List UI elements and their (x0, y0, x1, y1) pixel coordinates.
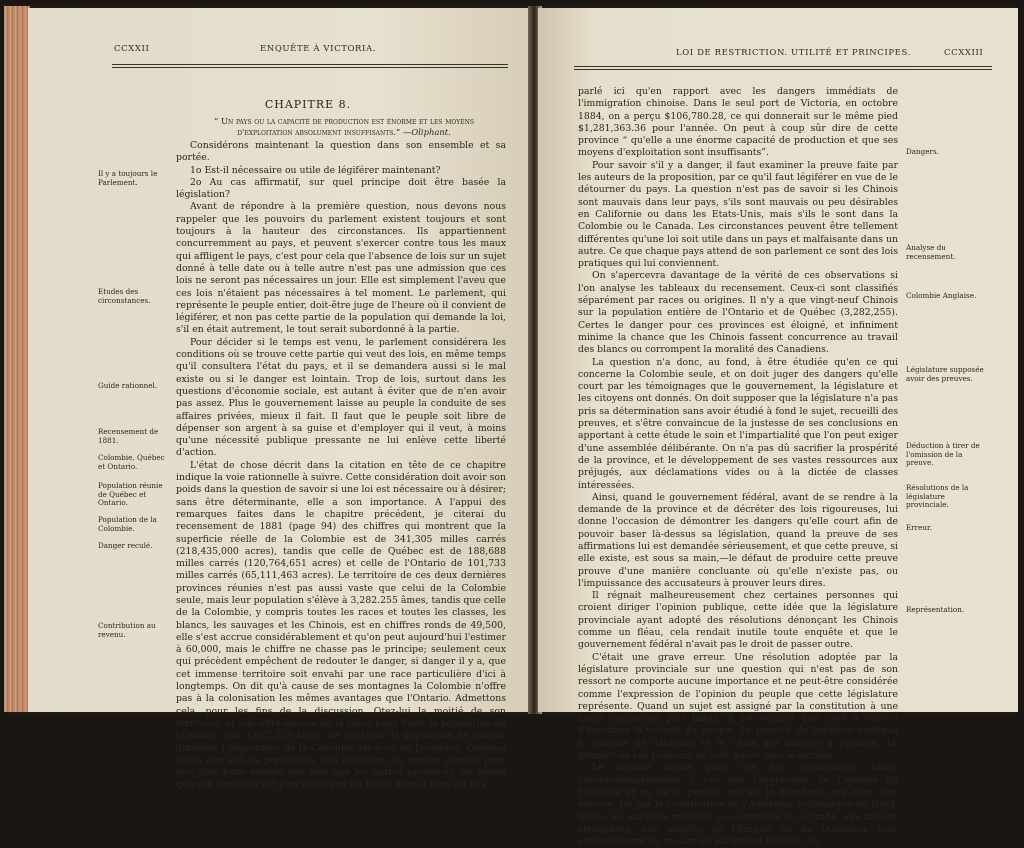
margin-note: Population de la Colombie. (98, 515, 157, 533)
margin-note: Législature supposée avoir des preuves. (906, 365, 984, 383)
margin-note: Recensement de 1881. (98, 427, 159, 445)
margin-note: Colombie, Québec et Ontario. (98, 453, 165, 471)
margin-note: Il y a toujours le Parlement. (98, 169, 158, 187)
paragraph: Pour décider si le temps est venu, le parlement considérera les conditions où se trouve cette partie qui veut des lois, en même temps qu'il consultera l'état du pays, et il se demandera aussi si le mal existe ou si le danger est lointain. Trop de lois, surtout dans les questions d'économie sociale, est autant à éviter que de n'en avoir pas assez. Plus le gouvernement laisse au peuple la conduite de ses affaires privées, mieux il fait. Il faut que le peuple soit libre de dépenser son argent à sa guise et d'employer qui il veut, à moins qu'une nécessité publique pressante ne lui enlève cette liberté d'action. (176, 336, 506, 459)
epigraph (188, 116, 500, 138)
paragraph: On s'apercevra davantage de la vérité de ces observations si l'on analyse les tableaux du recensement. Ceux-ci sont classifiés séparément par races ou origines. Il n'y a que vingt-neuf Chinois sur la population entière de l'Ontario et de Québec (3,282,255). Certes le danger pour ces provinces est éloigné, et infiniment minime la chance que les Chinois fassent concurrence au travail des blancs ou corrompent la moralité des Canadiens. (578, 270, 898, 356)
paragraph: 2o Au cas affirmatif, sur quel principe doit être basée la législation? (176, 176, 506, 201)
margin-note: Dangers. (906, 147, 939, 156)
right-body-text (578, 86, 898, 848)
paragraph: Le mandat donné pour des fins particulières limite constitutionnellement à ces fins l'expression de l'opinion de l'autorité et ne lie le peuple, qui est le mandant, que dans leur mesure. De par la Constitution de l'Amérique britannique du Nord, toutes les matières relatives au commerce et au trafic, aux nations étrangères, aux intérêts de l'Empire ou du Dominion, sont exclusivement du ressort du parlement fédéral. On (578, 762, 898, 848)
left-page (28, 8, 532, 791)
chapter-title: CHAPITRE 8. (264, 98, 352, 111)
epigraph-text: “ Un pays ou la capacité de production est énorme et les moyens d'exploitation absolument insuffisants.” (214, 116, 474, 137)
left-body-text (176, 140, 506, 792)
paragraph: 1o Est-il nécessaire ou utile de légiférer maintenant? (190, 164, 441, 176)
right-page-number: CCXXIII (944, 48, 984, 58)
right-page (538, 8, 1018, 848)
paragraph: Ainsi, quand le gouvernement fédéral, avant de se rendre à la demande de la province et de décréter des lois rigoureuses, lui donne l'occasion de démontrer les dangers qu'elle court afin de pouvoir baser là-dessus sa législation, quand la preuve de ses affirmations lui est demandée sérieusement, et que cette preuve, si elle existe, est sous sa main,—le défaut de produire cette preuve prouve d'une manière concluante où qu'elle n'existe pas, ou l'impuissance des accusateurs à prouver leurs dires. (578, 491, 898, 589)
paragraph: Il régnait malheureusement chez certaines personnes qui croient diriger l'opinion publique, cette idée que la législature provinciale ayant adopté des résolutions dénonçant les Chinois comme un fléau, cela rendait inutile toute enquête et que le gouvernement fédéral n'avait pas le droit de passer outre. (578, 590, 898, 651)
paragraph: Avant de répondre à la première question, nous devons nous rappeler que les pouvoirs du parlement existent toujours et sont toujours à la hauteur des circonstances. Ils appartiennent concurremment au pays, et peuvent s'exercer contre tous les maux qui affligent le pays, c'est pour cela que l'absence de lois sur un sujet donné à telle date ou à telle autre n'est pas une admission que ces lois ne seront pas nécessaires un jour. Elle est simplement l'aveu que ces lois n'étaient pas nécessaires à tel moment. Le parlement, qui représente le peuple entier, doit-être juge de l'heure où il convient de légiférer, et non pas cette partie de la population qui demande la loi, s'il en était autrement, le tout serait subordonné à la partie. (176, 201, 506, 336)
left-page-number: CCXXII (114, 44, 150, 54)
margin-note: Guide rationnel. (98, 381, 158, 390)
margin-note: Danger reculé. (98, 541, 153, 550)
epigraph-source: —Oliphant. (403, 127, 451, 137)
paragraph: parlé ici qu'en rapport avec les dangers immédiats de l'immigration chinoise. Dans le seul port de Victoria, en octobre 1884, on a perçu $106,780.28, ce qui donnerait sur le même pied $1,281,363.36 pour l'année. On peut à coup sûr dire de cette province “ qu'elle a une énorme capacité de production et que ses moyens d'exploitation sont insuffisants”. (578, 86, 898, 159)
paragraph: Considérons maintenant la question dans son ensemble et sa portée. (176, 140, 506, 164)
margin-note: Analyse du recensement. (906, 243, 956, 261)
left-header-rule (112, 64, 508, 68)
margin-note: Etudes des circonstances. (98, 287, 151, 305)
right-header-rule (574, 66, 992, 70)
margin-note: Contribution au revenu. (98, 621, 156, 639)
paragraph: Pour savoir s'il y a danger, il faut examiner la preuve faite par les auteurs de la proposition, par ce qu'il faut légiférer en vue de le détourner du pays. La question n'est pas de savoir si les Chinois sont mauvais dans leur pays, s'ils sont mauvais ou peu désirables en Californie ou dans les Etats-Unis, mais s'ils le sont dans la Colombie ou le Canada. Les circonstances peuvent être tellement différentes qu'une loi soit utile dans un pays et malfaisante dans un autre. Ce que chaque pays attend de son parlement ce sont des lois pratiques qui lui conviennent. (578, 159, 898, 270)
paragraph: C'était une grave erreur. Une résolution adoptée par la législature provinciale sur une question qui n'est pas de son ressort ne comporte aucune importance et ne peut-être considérée comme l'expression de l'opinion du peuple que cette législature représente. Quand un sujet est assigné par la constitution à une autre législature plus haute, il est évident que c'est à celle-ci d'exprimer la volonté du peuple. Le pouvoir de légiférer implique le pouvoir de délibérer et le choix des moyens à prendre. Le premier de ces pouvoirs né vaut guère sans le dernier. (578, 651, 898, 762)
left-running-head: ENQUÊTE À VICTORIA. (260, 44, 377, 54)
margin-note: Représentation. (906, 605, 965, 614)
margin-note: Erreur. (906, 523, 932, 532)
margin-note: Résolutions de la législature provinciale. (906, 483, 969, 510)
paragraph: La question n'a donc, au fond, à être étudiée qu'en ce qui concerne la Colombie seule, et on doit juger des dangers qu'elle court par les témoignages que le gouvernement, la législature et les citoyens ont donnés. On doit supposer que la législature n'a pas pris sa détermination sans avoir étudié à fond le sujet, recueilli des preuves, et s'être convaincue de la justesse de ses conclusions en apportant à cette étude le soin et l'impartialité que l'on peut exiger d'une assemblée délibérante. On n'a pas dû sacrifier la prospérité de la province, et le développement de ses vastes ressources aux préjugés, aux déclamations vides ou à la dictée de classes intéressées. (578, 356, 898, 491)
paragraph: L'état de chose décrit dans la citation en tête de ce chapitre indique la voie rationnelle à suivre. Cette considération doit avoir son poids dans la question de savoir si une loi est nécessaire ou à désirer; sans être déterminante, elle a son importance. A l'appui des remarques faites dans le chapitre précédent, je citerai du recensement de 1881 (page 94) des chiffres qui montrent que la superficie réelle de la Colombie est de 341,305 milles carrés (218,435,000 acres), tandis que celle de Québec est de 188,688 milles carrés (120,764,651 acres) et celle de l'Ontario de 101,733 milles carrés (65,111,463 acres). Le territoire de ces deux dernières provinces réunies n'est pas aussi vaste que celui de la Colombie seule, mais leur population s'élève à 3,282.255 âmes, tandis que celle de la Colombie, y compris toutes les races et toutes les classes, les blancs, les sauvages et les Chinois, est en chiffres ronds de 49,500, elle s'est accrue considérablement et qu'on peut aujourd'hui l'estimer à 60,000, mais le chiffre ne chasse pas le principe; seulement ceux qui précèdent empêchent de redouter le danger, si danger il y a, que cet immense territoire soit envahi par une race particulière d'ici à longtemps. On dit qu'à cause de ses montagnes la Colombie n'offre pas à la colonisation les mêmes avantages que l'Ontario. Admettons cela, pour les fins de la discussion. Otez-lui la moitié de son territoire, et elle offre encore de la place pour toute la population de l'Ontario, soit 1,922,228 âmes. La question de population ne saurait diminuer l'importance de la Colombie vis-à-vis du Dominion. Quelque faible que soit sa population, elle contribue au revenu général pour une plus forte somme par tête que les autres provinces, de même que son territoire est plus vaste que les leurs, mais il n'en est pas (176, 459, 506, 791)
margin-note: Déduction à tirer de l'omission de la preuve. (906, 441, 980, 468)
margin-note: Colombie Anglaise. (906, 291, 977, 300)
page-edges (4, 6, 30, 712)
margin-note: Population réunie de Québec et Ontario. (98, 481, 163, 508)
right-running-head: LOI DE RESTRICTION. UTILITÉ ET PRINCIPES. (676, 48, 911, 58)
